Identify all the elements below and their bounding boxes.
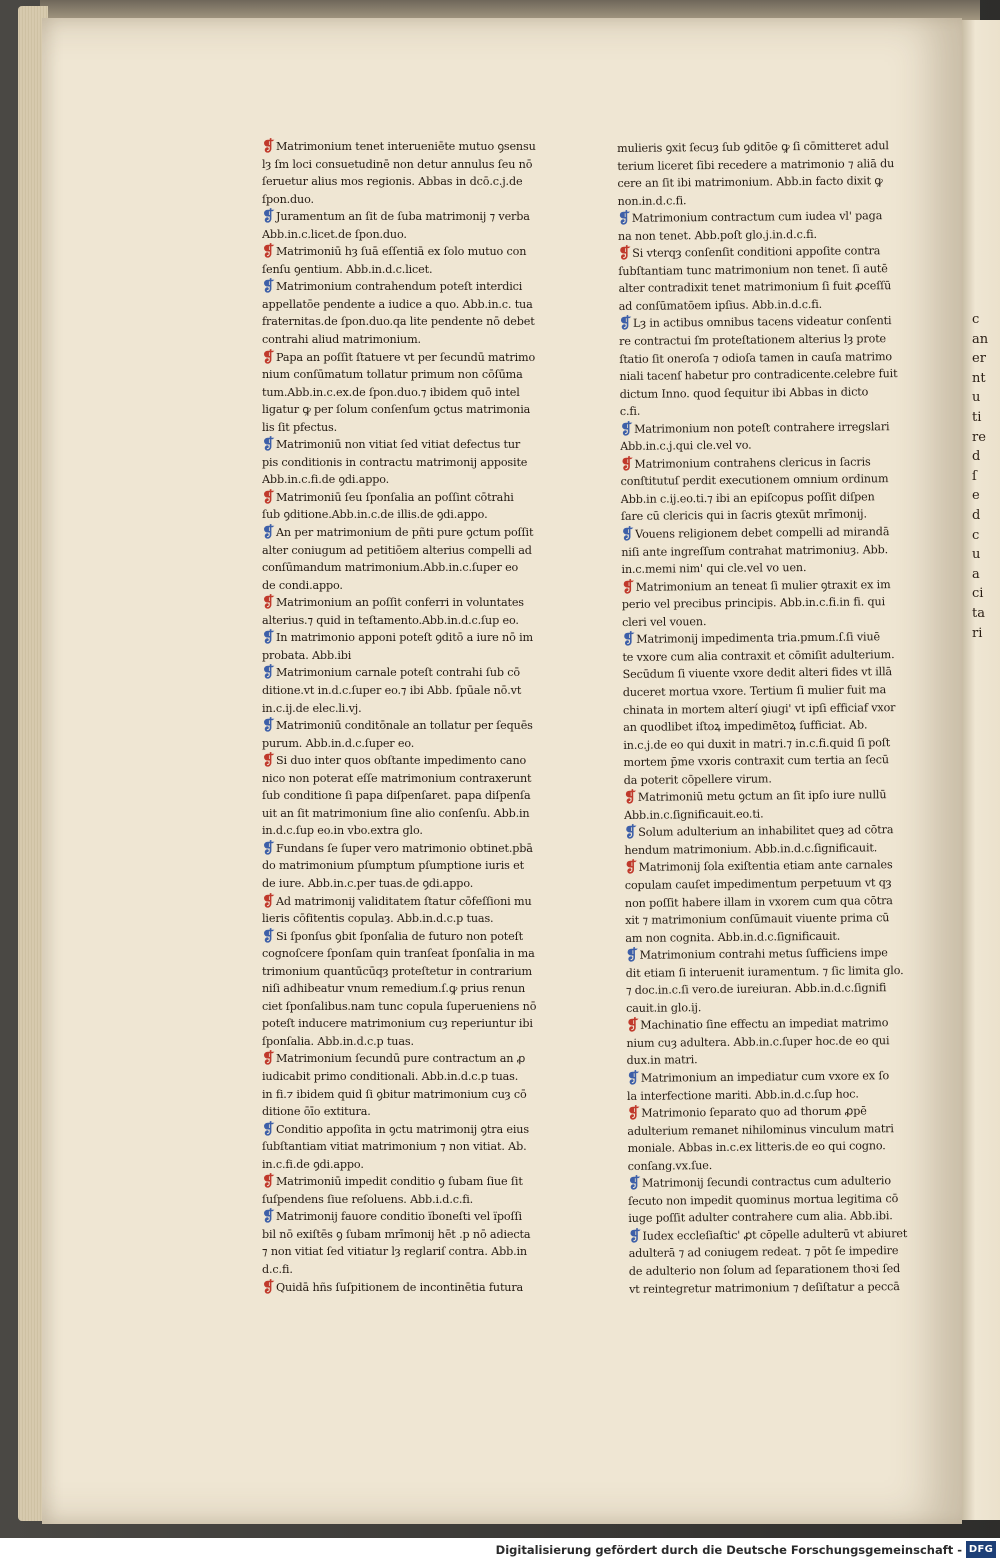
text-line	[262, 138, 562, 156]
text-line: na non tenet. Abb.poſt glo.j.in.d.c.fi.	[617, 227, 817, 243]
text-line: chinata in mortem alterí ꝯiugi' vt ipſi efficiaf vxor	[622, 700, 896, 717]
paragraph-mark-icon: ❡	[617, 209, 631, 228]
paragraph-mark-icon: ❡	[625, 945, 639, 965]
text-line: hendum matrimonium. Abb.in.d.c.ſignificauit.	[624, 841, 878, 857]
text-entry	[262, 1050, 562, 1120]
paragraph-mark-icon: ❡	[626, 1016, 639, 1035]
text-line: alter contradixit tenet matrimonium ſi fuit ꝓceſſū	[618, 279, 892, 296]
line-text: Lȝ in actibus omnibus tacens videatur conſenti	[632, 314, 892, 331]
text-entry	[627, 1067, 927, 1105]
line-text: Solum adulterium an inhabilitet queȝ ad cōtra	[638, 823, 894, 840]
text-line: tum.Abb.in.c.ex.de ſpon.duo.⁊ ibidem quō intel	[262, 385, 520, 399]
text-line: conſūmandum matrimonium.Abb.in.c.ſuper eo	[262, 561, 519, 575]
text-entry	[262, 840, 562, 893]
line-text: Matrimonij ſola exiſtentia etiam ante carnales	[638, 858, 893, 875]
text-entry	[624, 786, 924, 824]
text-line	[262, 840, 562, 858]
text-entry	[262, 278, 562, 348]
line-text: Si ſponſus ꝯbit ſponſalia de futuro non poteſt	[276, 929, 523, 943]
text-line: purum. Abb.in.d.c.ſuper eo.	[262, 736, 415, 750]
paragraph-mark-icon: ❡	[262, 629, 275, 647]
line-text: Quidā hñs ſuſpitionem de incontinētia futura	[276, 1280, 524, 1294]
text-entry	[262, 1279, 562, 1297]
text-line: c.fi.	[619, 404, 641, 419]
paragraph-mark-icon: ❡	[621, 524, 634, 544]
paragraph-mark-icon: ❡	[262, 278, 275, 296]
facing-fragment: c	[972, 527, 980, 543]
text-line: in.c.j.de eo qui duxit in matri.⁊ in.c.fi.quid ſi poſt	[623, 735, 891, 752]
text-line	[262, 893, 562, 911]
text-line: do matrimonium pſumptum pſumptione iuris et	[262, 859, 524, 873]
line-text: Matrimonium contrahens clericus in ſacris	[634, 455, 871, 471]
paragraph-mark-icon: ❡	[621, 577, 635, 596]
text-line: niali tacenſ habetur pro contradicente.celebre fuit	[619, 367, 898, 384]
line-text: Conditio appoſita in ꝯctu matrimonij ꝯtra eius	[276, 1122, 529, 1136]
text-line: ſecuto non impedit quominus mortua legitima cō	[628, 1191, 899, 1208]
text-line	[262, 489, 562, 507]
text-line: cleri vel vouen.	[621, 614, 707, 629]
text-line	[625, 856, 925, 877]
line-text: Matrimonium contrahendum poteſt interdici	[276, 280, 523, 294]
line-text: An per matrimonium de pñti pure ꝯctum poſſit	[276, 526, 534, 540]
facing-fragment: re	[972, 429, 986, 445]
text-line: niſi ante ingreſſum contrahat matrimoniuȝ. Abb.	[621, 542, 889, 559]
text-line: uit an ſit matrimonium ſine alio conſenſu. Abb.in	[262, 806, 530, 820]
text-line: copulam cauſet impedimentum perpetuum vt qȝ	[624, 876, 892, 892]
text-line: Abb.in.c.fi.de ꝯdi.appo.	[262, 473, 390, 487]
paragraph-mark-icon: ❡	[627, 1103, 640, 1123]
text-line	[618, 242, 918, 263]
text-line: nico non poterat eſſe matrimonium contraxerunt	[262, 771, 532, 785]
paragraph-mark-icon: ❡	[624, 823, 637, 842]
facing-page	[962, 20, 1000, 1520]
text-column-right	[617, 137, 929, 1298]
text-line: in.c.ij.de elec.li.vj.	[262, 701, 362, 715]
facing-fragment: d	[972, 507, 981, 523]
text-line	[619, 312, 919, 333]
text-line: contrahi aliud matrimonium.	[262, 333, 421, 347]
text-line: conſang.vx.ſue.	[627, 1158, 713, 1173]
text-line: Abb.in c.ij.eo.ti.⁊ ibi an epiſcopus poſſit diſpen	[620, 490, 875, 506]
paragraph-mark-icon: ❡	[623, 788, 637, 807]
text-entry	[262, 208, 562, 243]
text-line	[625, 944, 925, 965]
text-entry	[620, 418, 920, 456]
text-line: re contractui ſm proteſtationem alterius lȝ prote	[619, 332, 887, 349]
text-entry	[262, 629, 562, 664]
facing-fragment: u	[972, 390, 981, 406]
text-line: nium conſūmatum tollatur primum non cōſūma	[262, 368, 523, 382]
paragraph-mark-icon: ❡	[262, 717, 275, 735]
text-line: lȝ ſm loci consuetudinē non detur annulus ſeu nō	[262, 157, 533, 171]
text-entry	[262, 436, 562, 489]
paragraph-mark-icon: ❡	[627, 1174, 641, 1193]
text-line: ſuſpendens ſiue reſoluens. Abb.i.d.c.fi.	[262, 1192, 474, 1206]
paragraph-mark-icon: ❡	[618, 244, 631, 263]
text-entry	[625, 944, 926, 1017]
text-entry	[622, 628, 924, 789]
text-line: an quodlibet iſtoꝝ impedimētoꝝ ſufficiat. Ab.	[623, 718, 868, 735]
text-line: cauit.in glo.ij.	[626, 1000, 702, 1015]
line-text: Matrimonij ſecundi contractus cum adulterio	[641, 1174, 891, 1191]
line-text: Matrimoniū conditōnale an tollatur per ſequēs	[276, 719, 533, 733]
text-line: lieris cōfitentis copulaȝ. Abb.in.d.c.p tuas.	[262, 912, 494, 926]
text-line: iudicabit primo conditionali. Abb.in.d.c.p tuas.	[262, 1069, 519, 1083]
facing-fragment: c	[972, 312, 980, 327]
text-line: ſub ꝯditione.Abb.in.c.de illis.de ꝯdi.appo.	[262, 508, 488, 522]
text-line: terium liceret ſibi recedere a matrimonio ⁊ aliā du	[617, 156, 895, 173]
text-line: non.in.d.c.fi.	[617, 193, 687, 208]
text-entry	[626, 1014, 927, 1070]
text-line: dictum Inno. quod ſequitur ibi Abbas in dicto	[619, 385, 869, 401]
funding-notice: Digitalisierung gefördert durch die Deutsche Forschungsgemeinschaft -	[495, 1543, 962, 1557]
text-line: ſubſtantiam vitiat matrimonium ⁊ non vitiat. Ab.	[262, 1140, 527, 1154]
line-text: Ad matrimonij validitatem ſtatur cōfeſſioni mu	[276, 894, 532, 908]
text-line	[621, 523, 921, 544]
text-entry	[262, 1121, 562, 1174]
text-line: cere an ſit ibi matrimonium. Abb.in facto dixit ꝙ	[617, 174, 883, 191]
text-entry	[628, 1225, 929, 1298]
line-text: Papa an poſſit ſtatuere vt per ſecundū matrimo	[276, 350, 536, 364]
text-entry	[618, 242, 919, 315]
text-line: ſpon.duo.	[262, 192, 314, 206]
line-text: Matrimonium ſecundū pure contractum an ꝓ	[276, 1052, 526, 1066]
line-text: Matrimoniū metu ꝯctum an ſit ipſo iure nullū	[637, 788, 887, 805]
line-text: Matrimonium an impediatur cum vxore ex ſo	[640, 1069, 890, 1085]
text-entry	[262, 717, 562, 752]
text-line	[624, 821, 924, 842]
text-entry	[262, 752, 562, 840]
text-line: duceret mortua vxore. Tertium ſi mulier fuit ma	[622, 683, 887, 699]
line-text: Matrimoniū hȝ ſuā eſſentiā ex ſolo mutuo con	[276, 245, 527, 259]
dfg-logo: DFG	[966, 1541, 996, 1558]
text-line	[262, 664, 562, 682]
paragraph-mark-icon: ❡	[262, 1208, 275, 1226]
text-line: mortem p̄me vxoris contraxit cum tertia an ſecū	[623, 753, 889, 770]
facing-fragment: a	[972, 566, 980, 582]
text-line: moniale. Abbas in.c.ex litteris.de eo qui cogno.	[627, 1139, 886, 1156]
text-line: te vxore cum alia contraxit et cōmiſit adulterium.	[622, 647, 895, 664]
line-text: Matrimoniū non vitiat ſed vitiat defectus tur	[276, 438, 521, 452]
line-text: Matrimonium contrahi metus ſufficiens impe	[639, 946, 888, 962]
paragraph-mark-icon: ❡	[262, 348, 275, 366]
text-line: ⁊ non vitiat ſed vitiatur lȝ reglariſ contra. Abb.in	[262, 1245, 527, 1259]
text-line: ſponſalia. Abb.in.d.c.p tuas.	[262, 1034, 414, 1048]
text-line: de iure. Abb.in.c.per tuas.de ꝯdi.appo.	[262, 876, 474, 890]
text-line: mulieris ꝯxit ſecuȝ ſub ꝯditōe ꝙ ſi cōmitteret adul	[617, 139, 889, 155]
text-entry	[262, 138, 562, 208]
text-entry	[627, 1102, 928, 1175]
text-entry	[617, 137, 918, 210]
text-entry	[619, 312, 920, 420]
text-line: ad conſūmatōem ipſius. Abb.in.d.c.fi.	[618, 297, 823, 313]
facing-page-text	[972, 310, 1000, 643]
text-line: dit etiam ſi interuenit iuramentum. ⁊ ſic limita glo.	[625, 963, 904, 980]
paragraph-mark-icon: ❡	[628, 1226, 641, 1245]
facing-fragment: nt	[972, 370, 986, 386]
text-line	[262, 349, 562, 367]
text-line: xit ⁊ matrimonium conſūmauit viuente prima cū	[625, 911, 890, 928]
text-line: de adulterio non ſolum ad ſeparationem thoꝛi ſed	[628, 1262, 901, 1278]
text-line: adulterā ⁊ ad coniugem redeat. ⁊ pōt ſe impedire	[628, 1244, 899, 1261]
text-entry	[621, 523, 922, 579]
text-line: alter coniugum ad petitiōem alterius compelli ad	[262, 543, 532, 557]
line-text: Matrimonium contractum cum iudea vl' paga	[631, 209, 883, 226]
text-line	[262, 1121, 562, 1139]
text-line: Abb.in.c.licet.de ſpon.duo.	[262, 227, 407, 241]
paragraph-mark-icon: ❡	[262, 1173, 275, 1191]
text-column-left	[262, 138, 562, 1296]
text-line: am non cognita. Abb.in.d.c.ſignificauit.	[625, 929, 841, 945]
paragraph-mark-icon: ❡	[620, 454, 633, 473]
text-line	[627, 1102, 927, 1123]
text-entry	[262, 664, 562, 717]
text-line: in fi.⁊ ibidem quid ſi ꝯbitur matrimonium cuȝ cō	[262, 1087, 527, 1101]
facing-fragment: ta	[972, 605, 985, 621]
line-text: Matrimonij fauore conditio ïboneſti vel ïpoſſi	[276, 1210, 522, 1224]
line-text: Si vterqȝ conſenſit conditioni appoſite contra	[632, 244, 881, 261]
text-line: poteſt inducere matrimonium cuȝ reperiuntur ibi	[262, 1017, 533, 1031]
text-line	[262, 594, 562, 612]
text-entry	[262, 349, 562, 437]
text-line: vt reintegretur matrimonium ⁊ deſiſtatur a peccā	[628, 1279, 900, 1296]
text-line: ditione ōīo extitura.	[262, 1105, 371, 1119]
paragraph-mark-icon: ❡	[262, 208, 275, 226]
line-text: Machinatio ſine effectu an impediat matrimo	[640, 1016, 889, 1033]
text-line: da poterit cōpellere virum.	[623, 772, 772, 787]
paragraph-mark-icon: ❡	[619, 419, 633, 438]
paragraph-mark-icon: ❡	[262, 436, 275, 454]
text-line	[262, 1173, 562, 1191]
text-line: d.c.fi.	[262, 1263, 293, 1276]
text-line: ſeruetur alius mos regionis. Abbas in dcō.c.j.de	[262, 175, 523, 189]
text-line	[262, 436, 562, 454]
line-text: Matrimonium tenet interueniēte mutuo ꝯsensu	[276, 140, 536, 153]
paragraph-mark-icon: ❡	[626, 1068, 640, 1087]
line-text: Matrimonio ſeparato quo ad thorum ꝓpē	[641, 1104, 867, 1120]
text-line	[622, 576, 922, 597]
text-line: in.c.fi.de ꝯdi.appo.	[262, 1157, 364, 1171]
text-line: ſare cū clericis qui in ſacris ꝯtexūt mrīmonij.	[620, 507, 867, 524]
text-line: perio vel precibus principis. Abb.in.c.fi.in fi. qui	[621, 595, 886, 612]
text-line: dux.in matri.	[626, 1053, 698, 1068]
text-line	[620, 418, 920, 439]
facing-fragment: u	[972, 547, 981, 563]
paragraph-mark-icon: ❡	[624, 858, 638, 877]
text-entry	[262, 928, 562, 1051]
text-line: ⁊ doc.in.c.ſi vero.de iureiuran. Abb.in.d.c.ſignifi	[625, 981, 887, 998]
paragraph-mark-icon: ❡	[262, 1120, 275, 1138]
text-line: Abb.in.c.ſignificauit.eo.ti.	[624, 807, 764, 822]
text-line	[262, 208, 562, 226]
text-line: nium cuȝ adultera. Abb.in.c.ſuper hoc.de eo qui	[626, 1034, 890, 1050]
text-line	[262, 278, 562, 296]
text-entry	[262, 243, 562, 278]
text-entry	[628, 1172, 929, 1228]
text-entry	[625, 856, 926, 947]
text-line: niſi adhibeatur vnum remedium.ſ.ꝙ prius renun	[262, 982, 526, 996]
text-line: pis conditionis in contractu matrimonij apposite	[262, 455, 528, 469]
text-line: ſtatio ſit oneroſa ⁊ odioſa tamen in cauſa matrimo	[619, 349, 893, 366]
text-line: ſubſtantiam tunc matrimonium non tenet. ſi autē	[618, 262, 888, 278]
text-line	[262, 524, 562, 542]
text-line	[627, 1067, 927, 1088]
text-line: appellatōe pendente a iudice a quo. Abb.in.c. tua	[262, 297, 533, 311]
text-line: conſtitutuſ perdit executionem omnium ordinum	[620, 472, 889, 489]
text-entry	[262, 489, 562, 524]
text-line	[262, 243, 562, 261]
text-line: iuge poſſit adulter contrahere cum alia. Abb.ibi.	[628, 1209, 893, 1226]
text-entry	[624, 821, 924, 859]
text-line: Secūdum ſi viuente vxore dedit alteri fides vt illā	[622, 665, 893, 682]
line-text: Vouens religionem debet compelli ad mirandā	[635, 525, 890, 541]
text-line: alterius.⁊ quid in teſtamento.Abb.in.d.c.ſup eo.	[262, 613, 519, 627]
text-entry	[262, 594, 562, 629]
text-line	[262, 1279, 562, 1297]
paragraph-mark-icon: ❡	[262, 1278, 275, 1296]
text-line: ligatur ꝙ per ſolum conſenſum ꝯctus matrimonia	[262, 403, 531, 417]
text-line	[262, 1208, 562, 1226]
text-entry	[262, 893, 562, 928]
facing-fragment: e	[972, 488, 980, 504]
text-line: in.d.c.ſup eo.in vbo.extra glo.	[262, 824, 423, 838]
text-entry	[262, 1208, 562, 1278]
facing-fragment: ti	[972, 409, 982, 425]
text-entry	[262, 1173, 562, 1208]
line-text: Matrimonium an poſſit conferri in voluntates	[276, 596, 524, 610]
line-text: Fundans ſe ſuper vero matrimonio obtinet.pbā	[276, 841, 533, 855]
text-line	[262, 629, 562, 647]
text-line	[262, 717, 562, 735]
paragraph-mark-icon: ❡	[262, 664, 275, 682]
text-line	[618, 207, 918, 228]
paragraph-mark-icon: ❡	[262, 892, 275, 910]
paragraph-mark-icon: ❡	[262, 524, 275, 542]
text-line: de condi.appo.	[262, 578, 343, 592]
text-line: trimonium quantūcūqȝ proteſtetur in contrarium	[262, 964, 533, 978]
line-text: Matrimoniū impedit conditio ꝯ ſubam ſiue ſit	[276, 1175, 523, 1189]
text-line	[626, 1014, 926, 1035]
line-text: Juramentum an ſit de ſuba matrimonij ⁊ verba	[276, 210, 530, 224]
text-entry	[262, 524, 562, 594]
text-line: bil nō exiſtēs ꝯ ſubam mrīmonij hēt .p nō adiecta	[262, 1227, 531, 1241]
paragraph-mark-icon: ❡	[262, 594, 275, 612]
footer-bar	[0, 1538, 1000, 1562]
line-text: Matrimonij impedimenta tria.pmum.ſ.ſi viuē	[636, 630, 881, 647]
line-text: Iudex eccleſiaſtic' ꝓt cōpelle adulterū vt abiuret	[642, 1226, 908, 1243]
paragraph-mark-icon: ❡	[262, 488, 275, 506]
text-line: adulterium remanet nihilominus vinculum matri	[627, 1121, 894, 1138]
line-text: Si duo inter quos obſtante impedimento cano	[276, 754, 527, 768]
facing-fragment: ſ	[972, 468, 977, 484]
paragraph-mark-icon: ❡	[622, 630, 635, 649]
text-line	[628, 1172, 928, 1193]
text-entry	[622, 576, 923, 632]
paragraph-mark-icon: ❡	[262, 752, 275, 770]
paragraph-mark-icon: ❡	[262, 927, 275, 945]
text-line	[262, 752, 562, 770]
text-line: probata. Abb.ibi	[262, 648, 352, 662]
text-line: ſenſu ꝯentium. Abb.in.d.c.licet.	[262, 262, 433, 276]
facing-fragment: an	[972, 331, 989, 347]
line-text: Matrimoniū ſeu ſponſalia an poſſint cōtrahi	[276, 490, 514, 504]
text-line	[624, 786, 924, 807]
paragraph-mark-icon: ❡	[262, 138, 275, 155]
text-line	[262, 928, 562, 946]
text-line: ditione.vt in.d.c.ſuper eo.⁊ ibi Abb. ſpūale nō.vt	[262, 683, 522, 697]
text-line: lis ſit pfectus.	[262, 420, 338, 434]
facing-fragment: er	[972, 351, 986, 367]
paragraph-mark-icon: ❡	[618, 314, 632, 333]
text-line: non poſſit habere illam in vxorem cum qua cōtra	[624, 893, 893, 910]
text-line: ſub conditione ſi papa diſpenſaret. papa diſpenſa	[262, 789, 531, 803]
text-line	[622, 628, 922, 649]
text-line: fraternitas.de ſpon.duo.qa lite pendente nō debet	[262, 315, 535, 329]
paragraph-mark-icon: ❡	[262, 1050, 275, 1068]
text-line	[620, 453, 920, 474]
paragraph-mark-icon: ❡	[262, 839, 275, 857]
text-entry	[618, 207, 918, 245]
text-line: ciet ſponſalibus.nam tunc copula ſuperueniens nō	[262, 999, 537, 1013]
line-text: Matrimonium carnale poteſt contrahi ſub cō	[276, 666, 520, 680]
text-line	[628, 1225, 928, 1246]
text-line: cognoſcere ſponſam quin tranſeat ſponſalia in ma	[262, 947, 535, 961]
line-text: Matrimonium an teneat ſi mulier ꝯtraxit ex im	[635, 577, 891, 594]
text-entry	[620, 453, 921, 526]
line-text: In matrimonio apponi poteſt ꝯditō a iure nō im	[276, 631, 533, 645]
facing-fragment: d	[972, 449, 981, 465]
facing-fragment: ci	[972, 586, 984, 602]
text-line: in.c.memi nim' qui cle.vel vo uen.	[621, 561, 807, 577]
text-line	[262, 1050, 562, 1068]
facing-fragment: ri	[972, 625, 983, 641]
text-line: Abb.in.c.j.qui cle.vel vo.	[620, 438, 752, 454]
text-line: la interfectione mariti. Abb.in.d.c.ſup hoc.	[626, 1087, 859, 1103]
line-text: Matrimonium non poteſt contrahere irregslari	[633, 419, 890, 436]
paragraph-mark-icon: ❡	[262, 243, 275, 261]
